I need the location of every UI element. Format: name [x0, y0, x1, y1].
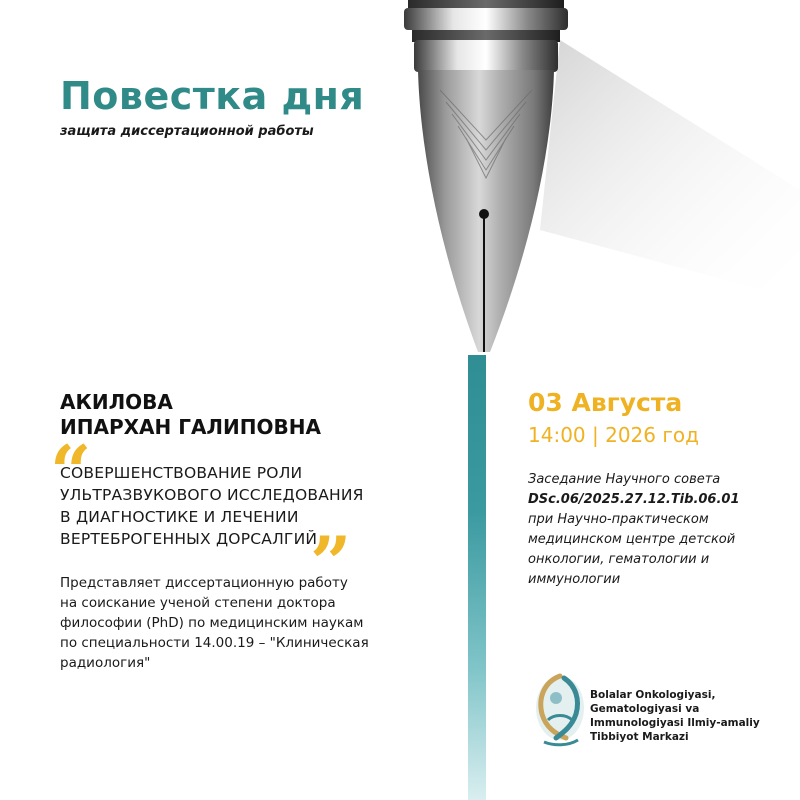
council-line: при Научно-практическом [528, 512, 709, 527]
description-line: философии (PhD) по медицинским наукам [60, 615, 364, 631]
event-date: 03 Августа [528, 388, 683, 417]
thesis-line: УЛЬТРАЗВУКОВОГО ИССЛЕДОВАНИЯ [60, 486, 364, 504]
organization-name [590, 688, 760, 744]
fountain-pen-nib-icon [0, 0, 800, 360]
council-info [528, 470, 740, 590]
organization-line: Immunologiyasi Ilmiy-amaliy [590, 717, 760, 729]
description-line: на соискание ученой степени доктора [60, 595, 336, 611]
organization-line: Gematologiyasi va [590, 703, 700, 715]
candidate-name [60, 390, 321, 440]
candidate-given-names: ИПАРХАН ГАЛИПОВНА [60, 415, 321, 439]
council-line: иммунологии [528, 572, 621, 587]
organization-line: Tibbiyot Markazi [590, 731, 689, 743]
page-subtitle: защита диссертационной работы [60, 124, 314, 139]
council-line: медицинском центре детской [528, 532, 736, 547]
thesis-line: ВЕРТЕБРОГЕННЫХ ДОРСАЛГИЙ [60, 530, 318, 548]
thesis-title [60, 462, 364, 550]
council-line: Заседание Научного совета [528, 472, 721, 487]
quote-close-icon: ” [310, 520, 352, 605]
quote-open-icon: “ [50, 429, 92, 514]
page-title: Повестка дня [60, 74, 365, 118]
description-line: по специальности 14.00.19 – "Клиническая [60, 635, 369, 651]
council-code: DSc.06/2025.27.12.Tib.06.01 [528, 492, 740, 507]
ink-line [468, 355, 486, 800]
organization-line: Bolalar Onkologiyasi, [590, 689, 716, 701]
thesis-line: СОВЕРШЕНСТВОВАНИЕ РОЛИ [60, 464, 303, 482]
event-time: 14:00 | 2026 год [528, 423, 699, 447]
thesis-description [60, 573, 369, 673]
thesis-line: В ДИАГНОСТИКЕ И ЛЕЧЕНИИ [60, 508, 299, 526]
candidate-surname: АКИЛОВА [60, 390, 173, 414]
description-line: радиология" [60, 655, 151, 671]
council-line: онкологии, гематологии и [528, 552, 710, 567]
organization-logo-icon [526, 668, 590, 748]
description-line: Представляет диссертационную работу [60, 575, 348, 591]
